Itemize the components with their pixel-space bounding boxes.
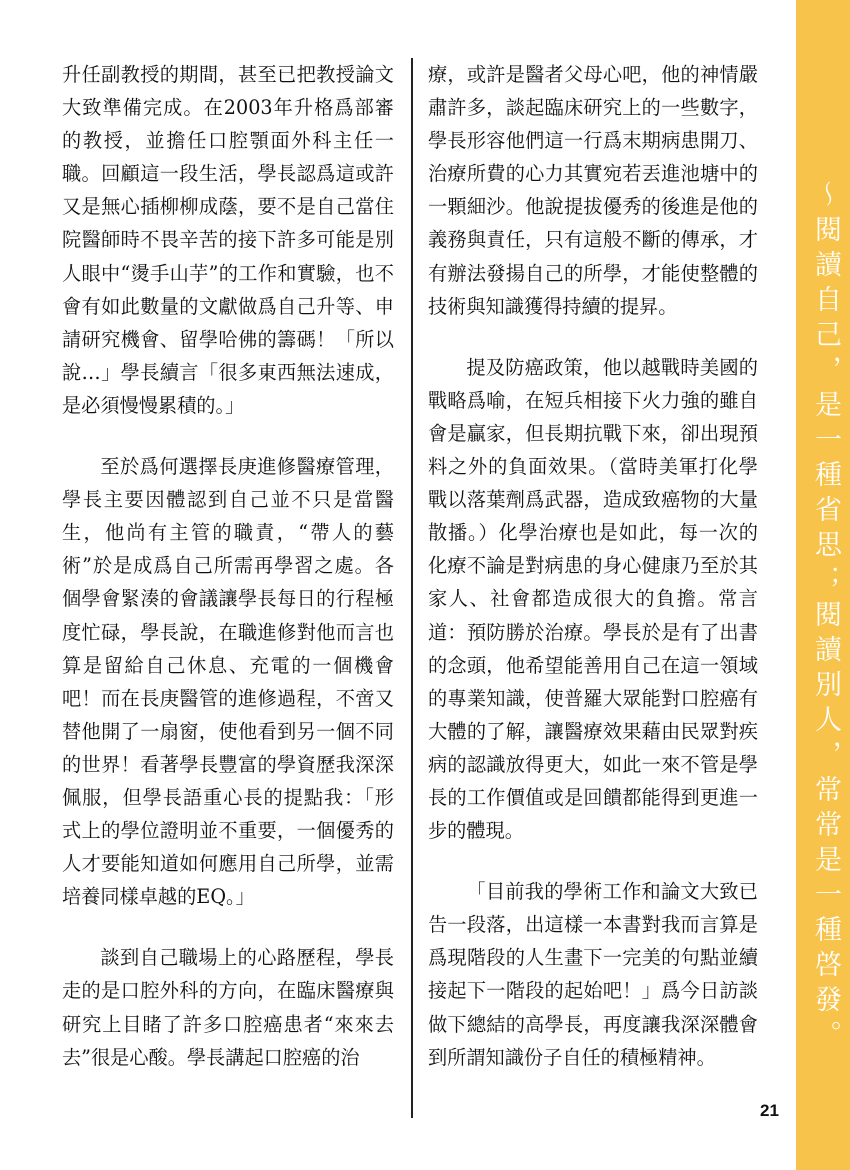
sidebar-quote: ～閱讀自己，是一種省思；閱讀別人，常常是一種啓發。 [810,180,841,1055]
right-paragraph-2: 提及防癌政策，他以越戰時美國的戰略爲喻，在短兵相接下火力強的雖自會是贏家，但長期抗戰下來，卻出現預料之外的負面效果。（當時美軍打化學戰以落葉劑爲武器，造成致癌物的大量散播。）化學治療也是如此，每一次的化療不論是對病患的身心健康乃至於其家人、社會都造成很大的負擔。常言道：預防勝於治療。學長於是有了出書的念頭，他希望能善用自己在這一領域的專業知識，使普羅大眾能對口腔癌有大體的了解，讓醫療效果藉由民眾對疾病的認識放得更大，如此一來不管是學長的工作價值或是回饋都能得到更進一步的體現。 [428,355,758,843]
left-paragraph-2: 至於爲何選擇長庚進修醫療管理，學長主要因體認到自己並不只是當醫生，他尚有主管的職責，“帶人的藝術”於是成爲自己所需再學習之處。各個學會緊湊的會議讓學長每日的行程極度忙碌，學長說，在職進修對他而言也算是留給自己休息、充電的一個機會吧！而在長庚醫管的進修過程，不啻又替他開了一扇窗，使他看到另一個不同的世界！看著學長豐富的學資歷我深深佩服，但學長語重心長的提點我：「形式上的學位證明並不重要，一個優秀的人才要能知道如何應用自己所學，並需培養同樣卓越的EQ。」 [62,455,394,909]
column-divider [411,58,413,1118]
left-paragraph-1: 升任副教授的期間，甚至已把教授論文大致準備完成。在2003年升格爲部審的教授，並擔任口腔顎面外科主任一職。回顧這一段生活，學長認爲這或許又是無心插柳柳成蔭，要不是自己當住院醫師時不畏辛苦的接下許多可能是別人眼中“燙手山芋”的工作和實驗，也不會有如此數量的文獻做爲自己升等、申請研究機會、留學哈佛的籌碼！「所以說…」學長續言「很多東西無法速成，是必須慢慢累積的。」 [62,63,394,417]
page-number: 21 [760,1101,779,1120]
left-paragraph-3: 談到自己職場上的心路歷程，學長走的是口腔外科的方向，在臨床醫療與研究上目睹了許多口腔癌患者“來來去去”很是心酸。學長講起口腔癌的治 [62,946,394,1069]
right-column [428,58,758,1074]
right-paragraph-3: 「目前我的學術工作和論文大致已告一段落，出這樣一本書對我而言算是爲現階段的人生畫下一完美的句點並續接起下一階段的起始吧！」爲今日訪談做下總結的高學長，再度讓我深深體會到所謂知識份子自任的積極精神。 [428,880,758,1069]
right-paragraph-1: 療，或許是醫者父母心吧，他的神情嚴肅許多，談起臨床研究上的一些數字，學長形容他們這一行爲末期病患開刀、治療所費的心力其實宛若丟進池塘中的一顆細沙。他說提拔優秀的後進是他的義務與責任，只有這般不斷的傳承，才有辦法發揚自己的所學，才能使整體的技術與知識獲得持續的提昇。 [428,63,758,318]
sidebar-band [796,0,850,1170]
left-column [62,58,394,1074]
